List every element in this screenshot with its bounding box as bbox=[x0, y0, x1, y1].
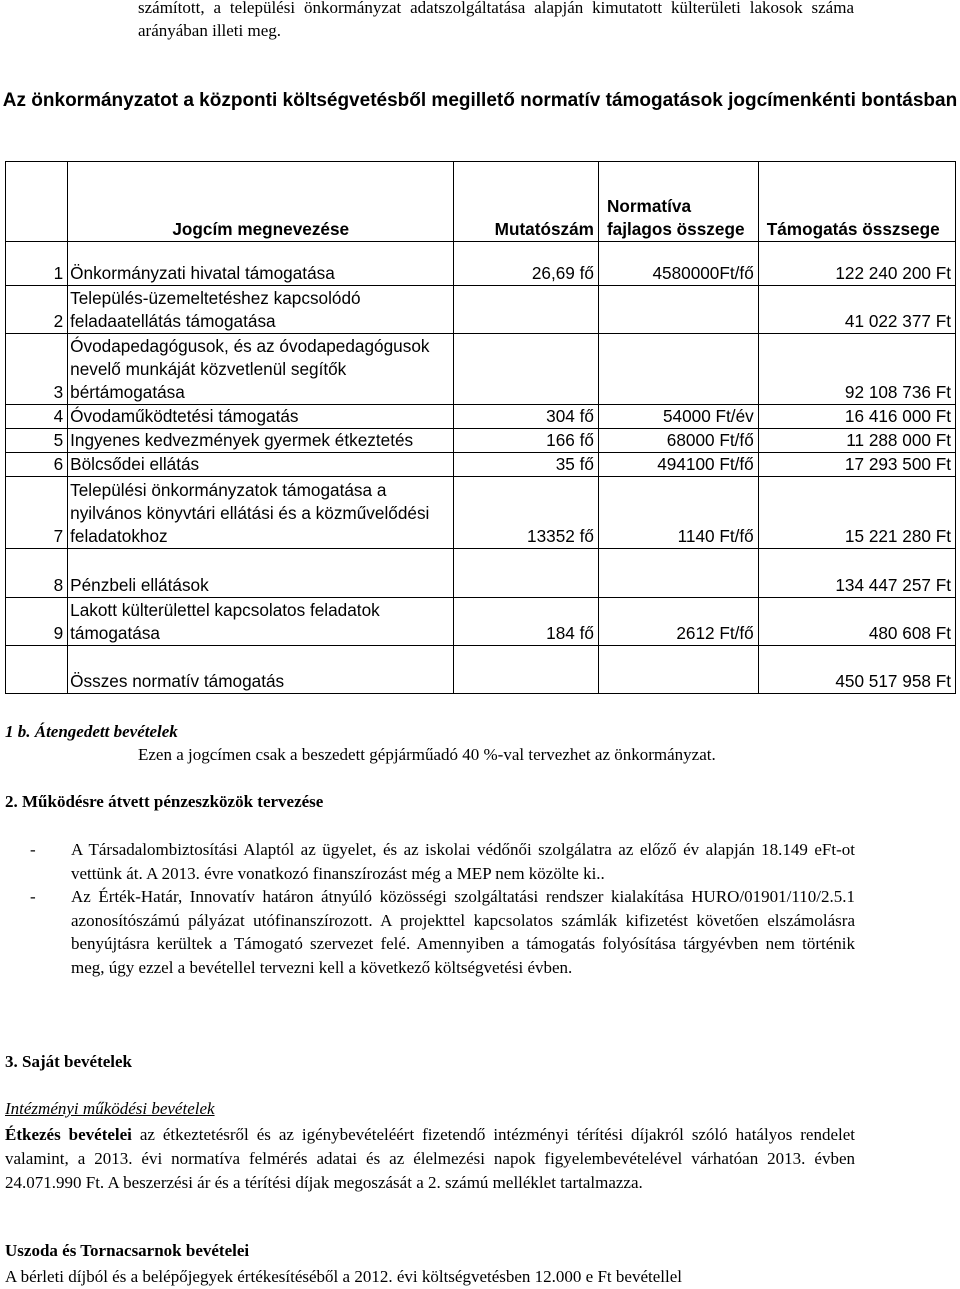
grants-table bbox=[5, 161, 956, 694]
row-indicator: 184 fő bbox=[454, 598, 599, 646]
section-2-bullets bbox=[30, 838, 855, 979]
table-row bbox=[6, 429, 956, 453]
dash-bullet-icon: - bbox=[30, 840, 36, 859]
row-amount: 480 608 Ft bbox=[758, 598, 955, 646]
table-row bbox=[6, 477, 956, 549]
table-row bbox=[6, 453, 956, 477]
total-normative bbox=[598, 646, 758, 694]
row-name: Települési önkormányzatok támogatása a nyilvános könyvtári ellátási és a közművelődési feladatokhoz bbox=[68, 477, 454, 549]
table-header-row bbox=[6, 162, 956, 242]
row-indicator bbox=[454, 286, 599, 334]
row-num: 7 bbox=[6, 477, 68, 549]
table-row bbox=[6, 242, 956, 286]
total-amount: 450 517 958 Ft bbox=[758, 646, 955, 694]
table-row bbox=[6, 334, 956, 405]
row-indicator: 26,69 fő bbox=[454, 242, 599, 286]
section-4-heading: Uszoda és Tornacsarnok bevételei bbox=[5, 1241, 250, 1260]
row-indicator: 166 fő bbox=[454, 429, 599, 453]
row-amount: 11 288 000 Ft bbox=[758, 429, 955, 453]
table-row bbox=[6, 286, 956, 334]
total-indicator bbox=[454, 646, 599, 694]
table-row bbox=[6, 598, 956, 646]
row-indicator: 35 fő bbox=[454, 453, 599, 477]
row-amount: 92 108 736 Ft bbox=[758, 334, 955, 405]
section-1b-text: Ezen a jogcímen csak a beszedett gépjárműadó 40 %-val tervezhet az önkormányzat. bbox=[138, 745, 716, 764]
table-title: Az önkormányzatot a központi költségvetésből megillető normatív támogatások jogcímenkénti bontásban bbox=[2, 90, 958, 111]
row-name: Település-üzemeltetéshez kapcsolódó feladaatellátás támogatása bbox=[68, 286, 454, 334]
row-amount: 134 447 257 Ft bbox=[758, 549, 955, 598]
section-3-lead: Étkezés bevételei bbox=[5, 1125, 132, 1144]
row-indicator bbox=[454, 549, 599, 598]
row-normative: 68000 Ft/fő bbox=[598, 429, 758, 453]
section-3-text: az étkeztetésről és az igénybevételéért fizetendő intézményi térítési díjakról szóló hatályos rendelet valamint, a 2013. évi normatíva felmérés adatai és az élelmezési napok figyelembevételével várhatóan 2013. évben 24.071.990 Ft. A beszerzési ár és a térítési díjak megoszását a 2. számú melléklet tartalmazza. bbox=[5, 1125, 855, 1192]
table-row bbox=[6, 549, 956, 598]
row-indicator bbox=[454, 334, 599, 405]
row-num: 2 bbox=[6, 286, 68, 334]
section-2-heading: 2. Működésre átvett pénzeszközök tervezése bbox=[5, 792, 324, 811]
row-num: 6 bbox=[6, 453, 68, 477]
header-normative: Normatíva fajlagos összege bbox=[598, 162, 758, 242]
row-num: 4 bbox=[6, 405, 68, 429]
row-name: Bölcsődei ellátás bbox=[68, 453, 454, 477]
row-amount: 16 416 000 Ft bbox=[758, 405, 955, 429]
row-num: 9 bbox=[6, 598, 68, 646]
bullet-text: Az Érték-Határ, Innovatív határon átnyúló közösségi szolgáltatási rendszer kialakítása HURO/01901/110/2.5.1 azonosítószámú pályázat utófinanszírozott. A projekttel kapcsolatos számlák kifizetést követően elszámolásra benyújtásra kerültek a Támogató szervezet felé. Amennyiben a támogatás folyósítása tárgyévben nem történik meg, úgy ezzel a bevétellel tervezni kell a következő költségvetési évben. bbox=[71, 887, 855, 977]
row-num: 5 bbox=[6, 429, 68, 453]
row-amount: 15 221 280 Ft bbox=[758, 477, 955, 549]
row-num: 8 bbox=[6, 549, 68, 598]
header-indicator: Mutatószám bbox=[454, 162, 599, 242]
row-indicator: 304 fő bbox=[454, 405, 599, 429]
row-indicator: 13352 fő bbox=[454, 477, 599, 549]
dash-bullet-icon: - bbox=[30, 887, 36, 906]
intro-paragraph: számított, a települési önkormányzat adatszolgáltatása alapján kimutatott külterületi lakosok száma arányában illeti meg. bbox=[138, 0, 854, 40]
row-normative: 1140 Ft/fő bbox=[598, 477, 758, 549]
section-3-paragraph bbox=[5, 1123, 855, 1195]
table-total-row bbox=[6, 646, 956, 694]
list-item bbox=[30, 885, 855, 979]
list-item bbox=[30, 838, 855, 885]
bullet-text: A Társadalombiztosítási Alaptól az ügyelet, és az iskolai védőnői szolgálatra az előző év alapján 18.149 eFt-ot vettünk át. A 2013. évre vonatkozó finanszírozást még a MEP nem közölte ki.. bbox=[71, 840, 855, 883]
row-normative: 2612 Ft/fő bbox=[598, 598, 758, 646]
row-name: Lakott külterülettel kapcsolatos feladatok támogatása bbox=[68, 598, 454, 646]
row-name: Önkormányzati hivatal támogatása bbox=[68, 242, 454, 286]
row-amount: 41 022 377 Ft bbox=[758, 286, 955, 334]
header-amount: Támogatás összsege bbox=[758, 162, 955, 242]
header-num bbox=[6, 162, 68, 242]
row-normative bbox=[598, 286, 758, 334]
row-normative: 54000 Ft/év bbox=[598, 405, 758, 429]
row-num: 1 bbox=[6, 242, 68, 286]
row-normative bbox=[598, 549, 758, 598]
row-name: Óvodapedagógusok, és az óvodapedagógusok nevelő munkáját közvetlenül segítők bértámogatása bbox=[68, 334, 454, 405]
table-row bbox=[6, 405, 956, 429]
row-name: Ingyenes kedvezmények gyermek étkeztetés bbox=[68, 429, 454, 453]
row-amount: 122 240 200 Ft bbox=[758, 242, 955, 286]
row-normative bbox=[598, 334, 758, 405]
section-3-heading: 3. Saját bevételek bbox=[5, 1052, 133, 1071]
row-normative: 494100 Ft/fő bbox=[598, 453, 758, 477]
section-4-text: A bérleti díjból és a belépőjegyek értékesítéséből a 2012. évi költségvetésben 12.000 e Ft bevétellel bbox=[5, 1267, 682, 1286]
header-name: Jogcím megnevezése bbox=[68, 162, 454, 242]
section-3-subheading: Intézményi működési bevételek bbox=[5, 1099, 215, 1118]
section-1b-heading: 1 b. Átengedett bevételek bbox=[5, 722, 178, 741]
total-num bbox=[6, 646, 68, 694]
row-name: Óvodaműködtetési támogatás bbox=[68, 405, 454, 429]
row-normative: 4580000Ft/fő bbox=[598, 242, 758, 286]
row-name: Pénzbeli ellátások bbox=[68, 549, 454, 598]
row-num: 3 bbox=[6, 334, 68, 405]
total-label: Összes normatív támogatás bbox=[68, 646, 454, 694]
row-amount: 17 293 500 Ft bbox=[758, 453, 955, 477]
